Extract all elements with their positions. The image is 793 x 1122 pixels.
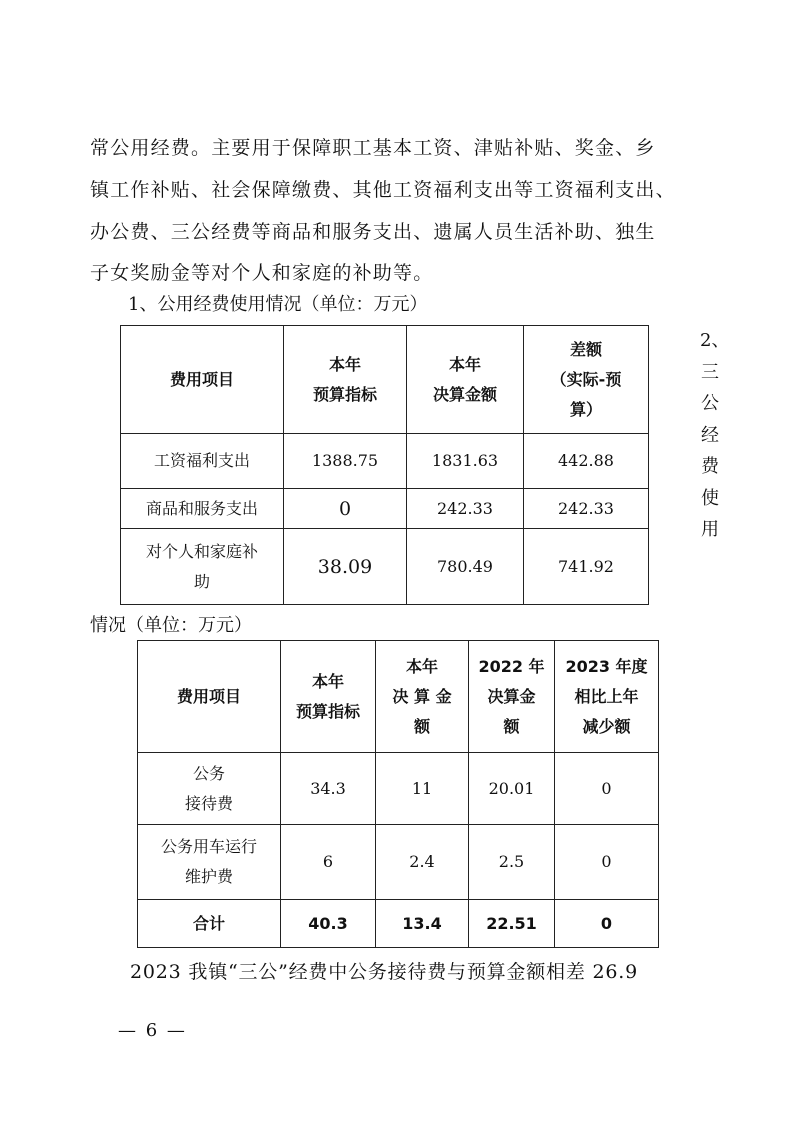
section1-title: 1、公用经费使用情况（单位：万元）: [128, 294, 428, 315]
table-cell: 13.4: [376, 900, 469, 948]
table-row: [121, 489, 649, 529]
table-header: 本年 决算金额: [407, 326, 524, 434]
table-row: [138, 753, 659, 825]
table-cell: 242.33: [407, 489, 524, 529]
closing-line: 2023 我镇“三公”经费中公务接待费与预算金额相差 26.9: [130, 961, 638, 983]
table-cell: 22.51: [469, 900, 555, 948]
public-expense-table: [120, 325, 649, 605]
table-cell: 0: [555, 753, 659, 825]
table-cell: 741.92: [524, 529, 649, 605]
table-cell: 242.33: [524, 489, 649, 529]
table-cell: 0: [284, 489, 407, 529]
table-cell: 2.5: [469, 825, 555, 900]
table-row: [121, 434, 649, 489]
table-cell: 34.3: [281, 753, 376, 825]
table-cell: 0: [555, 825, 659, 900]
table-header: 本年 预算指标: [284, 326, 407, 434]
table-cell: 公务用车运行 维护费: [138, 825, 281, 900]
table-cell: 0: [555, 900, 659, 948]
table-header: 2022 年 决算金 额: [469, 641, 555, 753]
table-cell: 工资福利支出: [121, 434, 284, 489]
table-row: [121, 529, 649, 605]
table-header: 费用项目: [138, 641, 281, 753]
table-cell: 6: [281, 825, 376, 900]
page-number: — 6 —: [118, 1020, 187, 1041]
table-header: 差额 （实际-预 算）: [524, 326, 649, 434]
paragraph-line: 常公用经费。主要用于保障职工基本工资、津贴补贴、奖金、乡: [90, 137, 656, 159]
table-cell: 商品和服务支出: [121, 489, 284, 529]
table-cell: 1831.63: [407, 434, 524, 489]
table-cell: 2.4: [376, 825, 469, 900]
table-header: 本年 决 算 金 额: [376, 641, 469, 753]
table-cell: 对个人和家庭补 助: [121, 529, 284, 605]
table-cell: 11: [376, 753, 469, 825]
table-cell: 1388.75: [284, 434, 407, 489]
table-cell: 20.01: [469, 753, 555, 825]
paragraph-line: 子女奖励金等对个人和家庭的补助等。: [90, 262, 434, 284]
table-cell: 合计: [138, 900, 281, 948]
paragraph-line: 办公费、三公经费等商品和服务支出、遗属人员生活补助、独生: [90, 221, 656, 243]
table-total-row: [138, 900, 659, 948]
section2-title-vertical: 2、三公经费使用: [700, 330, 730, 540]
table-cell: 38.09: [284, 529, 407, 605]
table-row: [138, 825, 659, 900]
paragraph-line: 镇工作补贴、社会保障缴费、其他工资福利支出等工资福利支出、: [90, 179, 676, 201]
table-cell: 780.49: [407, 529, 524, 605]
section2-title-continued: 情况（单位：万元）: [90, 615, 252, 636]
table-header: 本年 预算指标: [281, 641, 376, 753]
three-public-expense-table: [137, 640, 659, 948]
table-cell: 公务 接待费: [138, 753, 281, 825]
table-cell: 40.3: [281, 900, 376, 948]
table-header: 费用项目: [121, 326, 284, 434]
table-header: 2023 年度 相比上年 减少额: [555, 641, 659, 753]
table-cell: 442.88: [524, 434, 649, 489]
